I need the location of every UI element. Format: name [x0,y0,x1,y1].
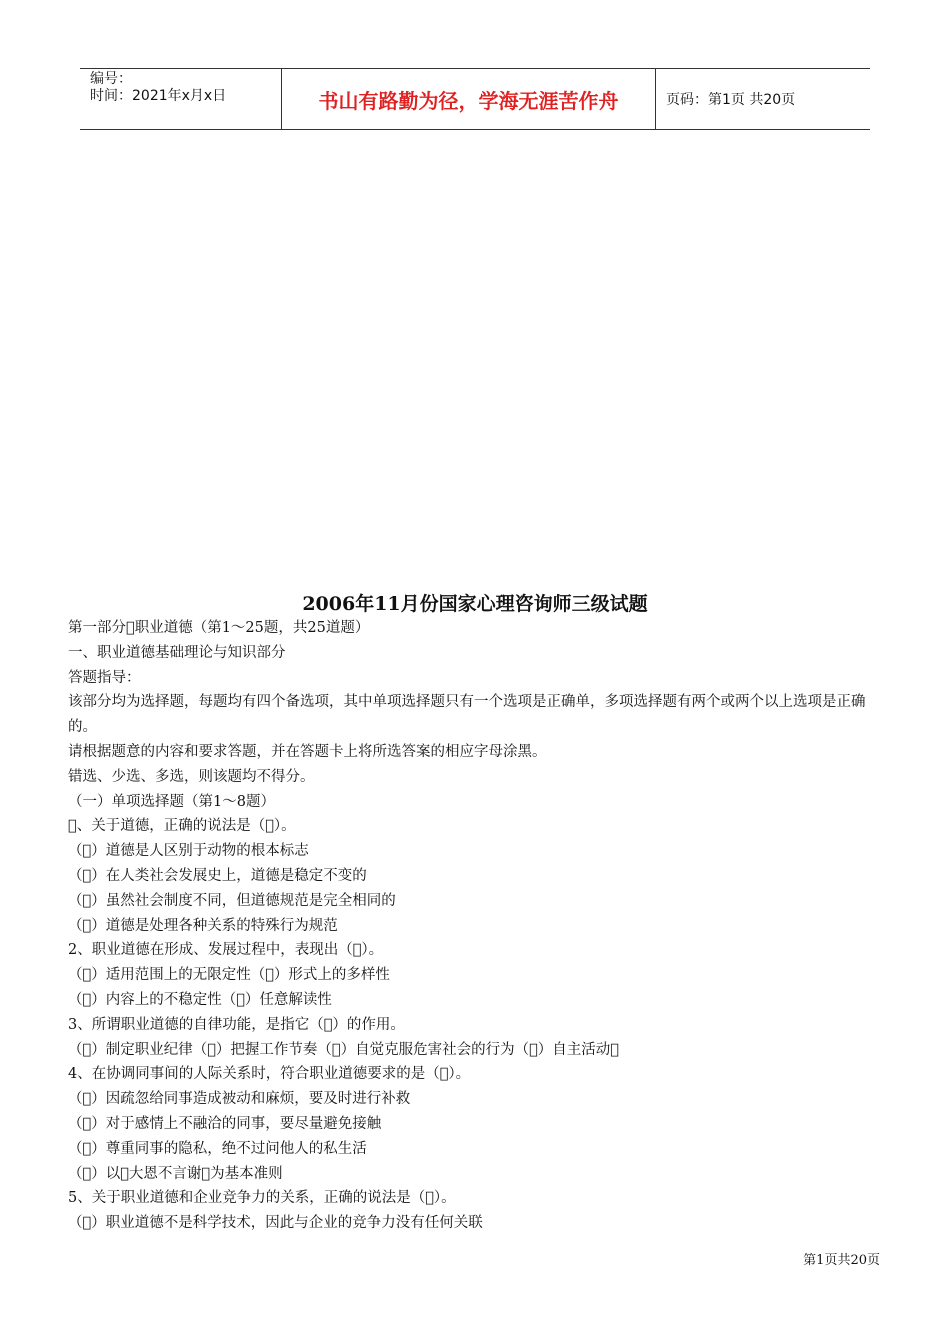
option-line: （ ）对于感情上不融洽的同事，要尽量避免接触 [68,1115,382,1132]
question-line: 4、在协调同事间的人际关系时，符合职业道德要求的是（ ）。 [68,1066,471,1083]
option-line: （ ）尊重同事的隐私，绝不过问他人的私生活 [68,1140,367,1157]
page-footer: 第1页共20页 [803,1253,880,1268]
option-line: （ ）制定职业纪律（ ）把握工作节奏（ ）自觉克服危害社会的行为（ ）自主活动  [68,1041,620,1058]
option-line: （ ）道德是人区别于动物的根本标志 [68,843,309,860]
question-line: 5、关于职业道德和企业竞争力的关系，正确的说法是（ ）。 [68,1190,456,1207]
time-label: 时间：2021年x月x日 [90,88,227,104]
document-body [68,616,888,1236]
option-line: （ ）虽然社会制度不同，但道德规范是完全相同的 [68,892,396,909]
document-title: 2006年11月份国家心理咨询师三级试题 [302,593,648,615]
question-line:  、关于道德，正确的说法是（ ）。 [68,818,296,835]
option-line: （ ）以 大恩不言谢 为基本准则 [68,1165,283,1182]
question-line: 2、职业道德在形成、发展过程中，表现出（ ）。 [68,942,384,959]
body-paragraph: 该部分均为选择题，每题均有四个备选项，其中单项选择题只有一个选项是正确单，多项选择题有两个或两个以上选项是正确的。 [68,694,866,736]
option-line: （ ）在人类社会发展史上，道德是稳定不变的 [68,867,367,884]
header-page-info: 页码：第1页 共20页 [666,92,796,108]
number-label: 编号： [90,71,132,87]
question-line: 3、所谓职业道德的自律功能，是指它（ ）的作用。 [68,1016,405,1033]
option-line: （ ）职业道德不是科学技术，因此与企业的竞争力没有任何关联 [68,1215,483,1232]
section-heading: （一）单项选择题（第1～8题） [68,793,275,810]
body-line: 第一部分 职业道德（第1～25题，共25道题） [68,620,370,636]
body-line: 请根据题意的内容和要求答题，并在答题卡上将所选答案的相应字母涂黑。 [68,743,547,760]
body-line: 答题指导： [68,669,141,686]
body-line: 错选、少选、多选，则该题均不得分。 [68,768,315,785]
option-line: （ ）内容上的不稳定性（ ）任意解读性 [68,991,332,1008]
header-meta [80,69,282,129]
option-line: （ ）适用范围上的无限定性（ ）形式上的多样性 [68,967,390,984]
option-line: （ ）道德是处理各种关系的特殊行为规范 [68,917,338,934]
option-line: （ ）因疏忽给同事造成被动和麻烦，要及时进行补救 [68,1091,411,1108]
page-header [80,68,870,130]
body-line: 一、职业道德基础理论与知识部分 [68,644,286,661]
header-motto: 书山有路勤为径，学海无涯苦作舟 [282,69,656,129]
